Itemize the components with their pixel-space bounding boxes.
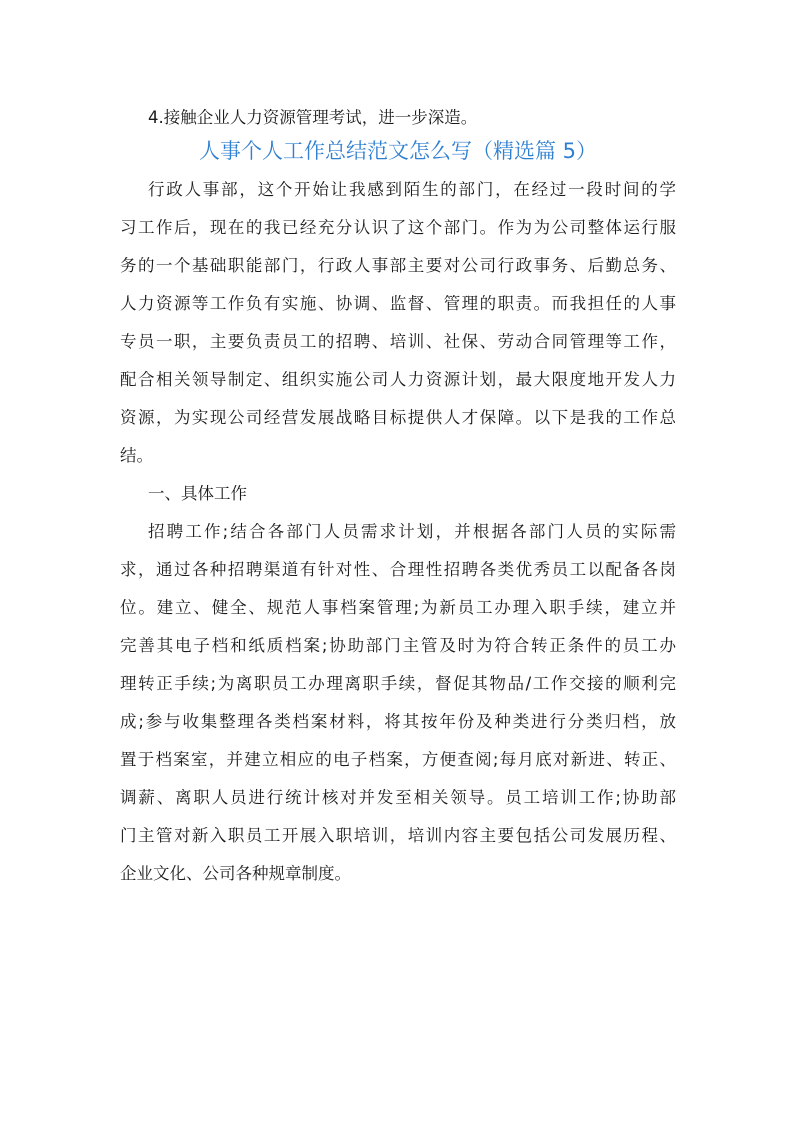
paragraph-line: 务的一个基础职能部门，行政人事部主要对公司行政事务、后勤总务、: [120, 256, 676, 275]
paragraph-line: 配合相关领导制定、组织实施公司人力资源计划，最大限度地开发人力: [120, 370, 676, 389]
paragraph-line: 招聘工作;结合各部门人员需求计划，并根据各部门人员的实际需: [148, 522, 676, 541]
section-heading-block: [120, 480, 676, 508]
document-content: [120, 104, 676, 898]
section-heading: 一、具体工作: [148, 484, 247, 503]
paragraph-line: 求，通过各种招聘渠道有针对性、合理性招聘各类优秀员工以配备各岗: [120, 560, 676, 579]
paragraph-line: 习工作后，现在的我已经充分认识了这个部门。作为为公司整体运行服: [120, 218, 676, 237]
paragraph-work-details: [120, 518, 676, 888]
paragraph-line: 位。建立、健全、规范人事档案管理;为新员工办理入职手续，建立并: [120, 598, 676, 617]
paragraph-line: 置于档案室，并建立相应的电子档案，方便查阅;每月底对新进、转正、: [120, 750, 676, 769]
paragraph-line: 人力资源等工作负有实施、协调、监督、管理的职责。而我担任的人事: [120, 294, 676, 313]
paragraph-line: 专员一职，主要负责员工的招聘、培训、社保、劳动合同管理等工作，: [120, 332, 676, 351]
paragraph-line: 资源，为实现公司经营发展战略目标提供人才保障。以下是我的工作总: [120, 408, 676, 427]
paragraph-line: 成;参与收集整理各类档案材料，将其按年份及种类进行分类归档，放: [120, 712, 676, 731]
paragraph-intro: [120, 176, 676, 470]
paragraph-line: 企业文化、公司各种规章制度。: [120, 864, 351, 883]
intro-list-item: 4.接触企业人力资源管理考试，进一步深造。: [148, 108, 478, 127]
paragraph-line: 门主管对新入职员工开展入职培训，培训内容主要包括公司发展历程、: [120, 826, 676, 845]
paragraph-line: 完善其电子档和纸质档案;协助部门主管及时为符合转正条件的员工办: [120, 636, 676, 655]
article-title: 人事个人工作总结范文怎么写（精选篇 5）: [198, 139, 598, 163]
paragraph-line: 行政人事部，这个开始让我感到陌生的部门，在经过一段时间的学: [148, 180, 676, 199]
paragraph-line: 理转正手续;为离职员工办理离职手续，督促其物品/工作交接的顺利完: [120, 674, 676, 693]
paragraph-line: 结。: [120, 446, 153, 465]
paragraph-line: 调薪、离职人员进行统计核对并发至相关领导。员工培训工作;协助部: [120, 788, 676, 807]
